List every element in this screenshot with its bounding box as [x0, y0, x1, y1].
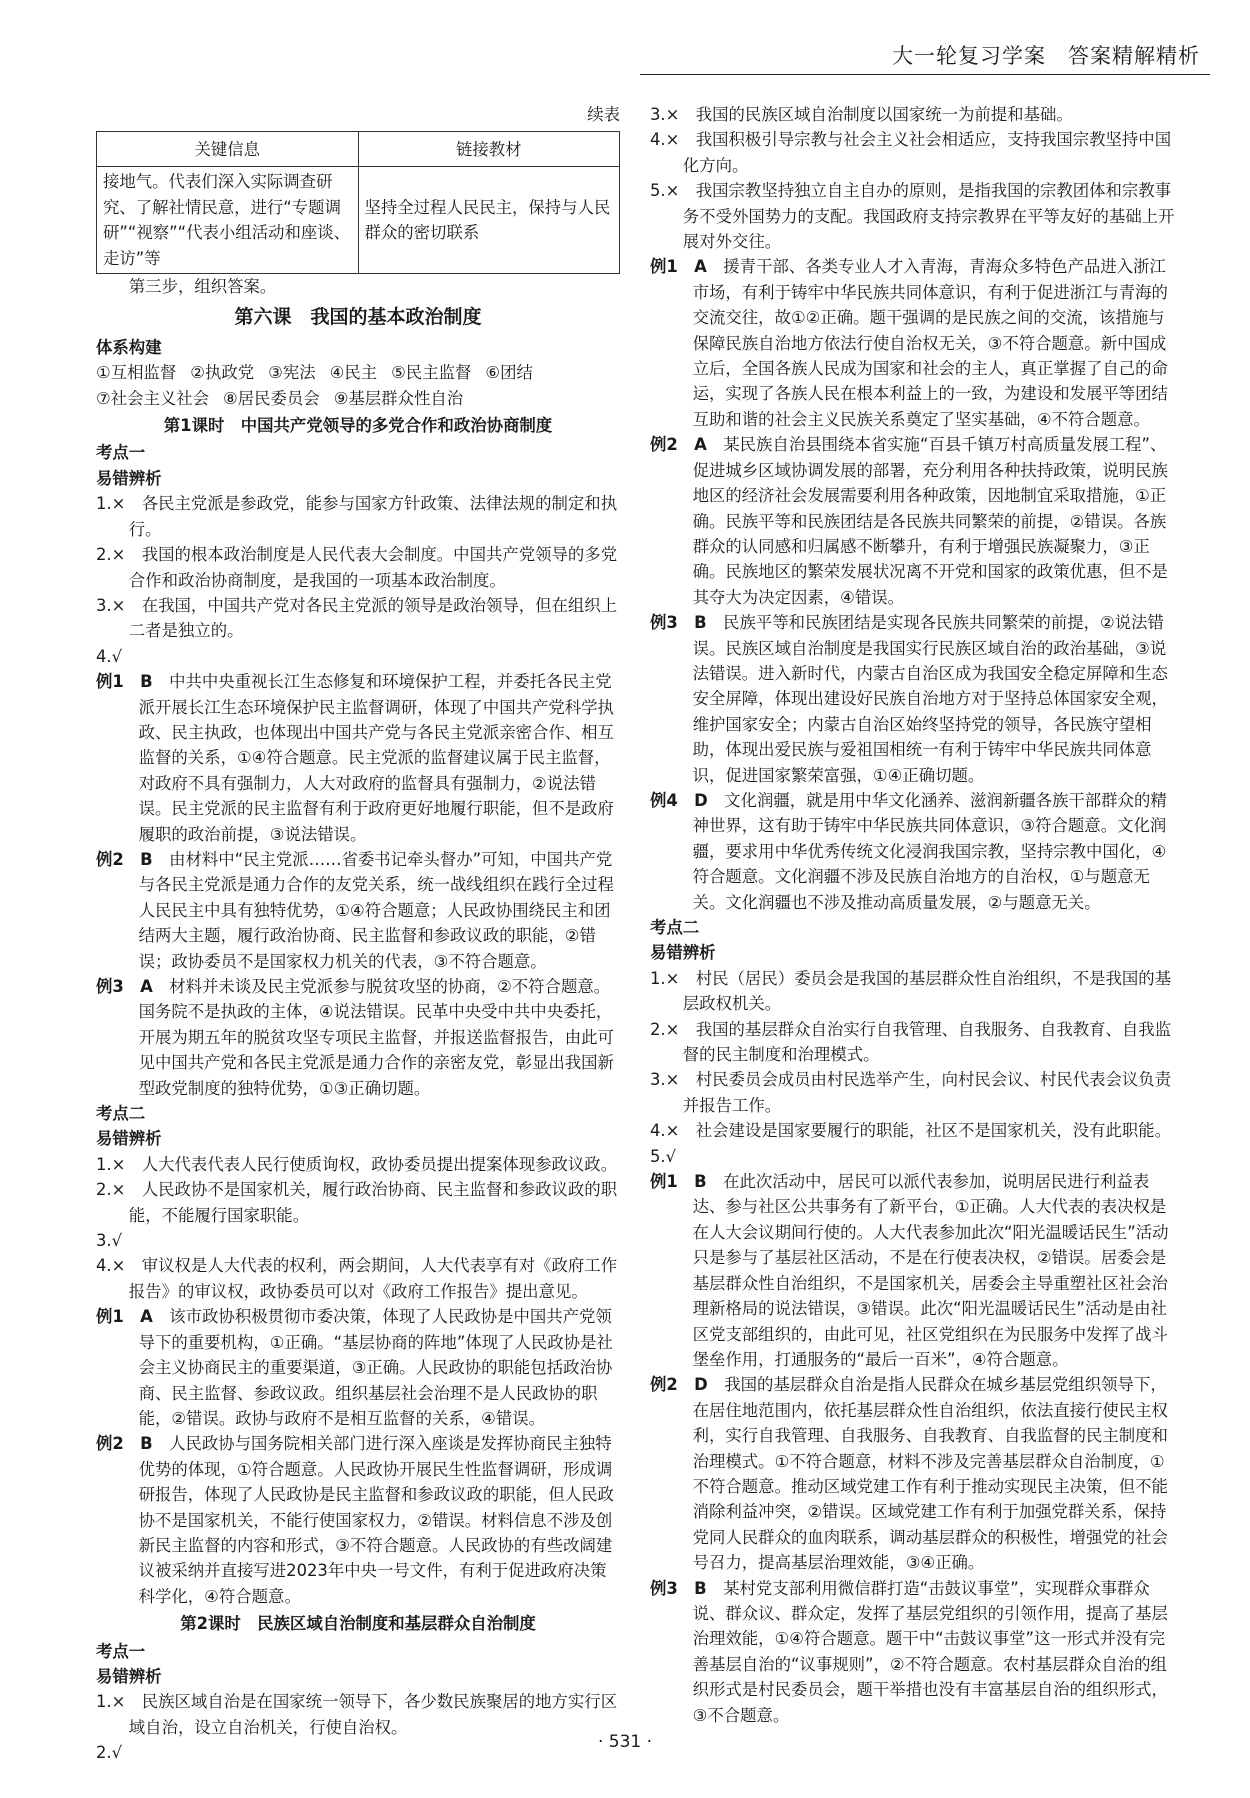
concept-item: ④民主: [329, 363, 378, 383]
answer-item: 1.× 村民（居民）委员会是我国的基层群众性自治组织，不是我国的基层政权机关。: [650, 968, 1172, 1014]
concept-list: [96, 360, 620, 411]
answer-item: 2.× 我国的基层群众自治实行自我管理、自我服务、自我教育、自我监督的民主制度和治理模式。: [650, 1019, 1172, 1065]
example-label: 例2 B: [96, 849, 153, 869]
answer-item: 1.× 各民主党派是参政党，能参与国家方针政策、法律法规的制定和执行。: [96, 494, 618, 539]
example-text: 该市政协积极贯彻市委决策，体现了人民政协是中国共产党领导下的重要机构，①正确。“基层协商的阵地”体现了人民政协是社会主义协商民主的重要渠道，③正确。人民政协的职能包括政治协商、民主监督、参政议政。组织基层社会治理不是人民政协的职能，②错误。政协与政府不是相互监督的关系，④错误。: [138, 1307, 613, 1428]
example-answer: [96, 1431, 620, 1609]
continue-label: 续表: [587, 105, 620, 124]
concept-item: ⑨基层群众性自治: [333, 388, 464, 408]
answer-item: 4.√: [96, 646, 123, 666]
kp1-heading: 考点一: [96, 443, 146, 463]
answer-item: 1.× 人大代表代表人民行使质询权，政协委员提出提案体现参政议政。: [96, 1154, 618, 1174]
table-cell-textbook-link: 坚持全过程人民民主，保持与人民群众的密切联系: [358, 167, 620, 274]
example-label: 例3 B: [650, 613, 707, 633]
info-table: [96, 131, 620, 274]
example-answer: [96, 847, 620, 974]
page-number: · 531 ·: [597, 1732, 653, 1752]
concept-item: ②执政党: [190, 363, 255, 383]
answer-item: 5.× 我国宗教坚持独立自主自办的原则，是指我国的宗教团体和宗教事务不受外国势力的支配。我国政府支持宗教界在平等友好的基础上开展对外交往。: [650, 181, 1175, 252]
answer-item: 4.× 社会建设是国家要履行的职能，社区不是国家机关，没有此职能。: [650, 1121, 1172, 1141]
concept-item: ③宪法: [268, 363, 316, 383]
answer-item: 2.× 我国的根本政治制度是人民代表大会制度。中国共产党领导的多党合作和政治协商制度，是我国的一项基本政治制度。: [96, 545, 618, 590]
lesson2-title: 第2课时 民族区域自治制度和基层群众自治制度: [180, 1614, 536, 1634]
example-answer: [96, 669, 620, 847]
header-rule: [640, 74, 1210, 75]
answer-item: 4.× 我国积极引导宗教与社会主义社会相适应，支持我国宗教坚持中国化方向。: [650, 130, 1172, 175]
example-answer: [650, 432, 1180, 610]
example-text: 民族平等和民族团结是实现各民族共同繁荣的前提，②说法错误。民族区域自治制度是我国实行民族区域自治的政治基础，③说法错误。进入新时代，内蒙古自治区成为我国安全稳定屏障和生态安全屏障，体现出建设好民族自治地方对于坚持总体国家安全观，维护国家安全；内蒙古自治区始终坚持党的领导，各民族守望相助，体现出爱民族与爱祖国相统一有利于铸牢中华民族共同体意识，促进国家繁荣富强，①④正确切题。: [692, 613, 1168, 785]
example-answer: [650, 1576, 1180, 1728]
example-label: 例2 B: [96, 1434, 153, 1454]
example-text: 文化润疆，就是用中华文化涵养、滋润新疆各族干部群众的精神世界，这有助于铸牢中华民族共同体意识，③符合题意。文化润疆，要求用中华优秀传统文化浸润我国宗教，坚持宗教中国化，④符合题意。文化润疆不涉及民族自治地方的自治权，①与题意无关。文化润疆也不涉及推动高质量发展，②与题意无关。: [692, 790, 1167, 912]
answer-item: 1.× 民族区域自治是在国家统一领导下，各少数民族聚居的地方实行区域自治，设立自治机关，行使自治权。: [96, 1692, 618, 1737]
concept-item: ⑤民主监督: [391, 363, 472, 383]
answer-item: 3.√: [96, 1231, 123, 1251]
kp2-heading: 考点二: [96, 1104, 146, 1124]
kp3-heading: 考点一: [96, 1641, 146, 1661]
answer-item: 3.× 我国的民族区域自治制度以国家统一为前提和基础。: [650, 105, 1073, 124]
header-title: 大一轮复习学案 答案精解精析: [892, 44, 1200, 68]
example-label: 例3 A: [96, 977, 153, 996]
example-text: 中共中央重视长江生态修复和环境保护工程，并委托各民主党派开展长江生态环境保护民主监督调研，体现了中国共产党科学执政、民主执政，也体现出中国共产党与各民主党派亲密合作、相互监督的关系，①④符合题意。民主党派的监督建议属于民主监督，对政府不具有强制力，人大对政府的监督具有强制力，②说法错误。民主党派的民主监督有利于政府更好地履行职能，但不是政府履职的政治前提，③说法错误。: [138, 672, 614, 844]
system-build-heading: 体系构建: [96, 337, 162, 357]
example-text: 某民族自治县围绕本省实施“百县千镇万村高质量发展工程”、促进城乡区域协调发展的部署，充分利用各种扶持政策，说明民族地区的经济社会发展需要利用各种政策，因地制宜采取措施，①正确。民族平等和民族团结是各民族共同繁荣的前提，②错误。各族群众的认同感和归属感不断攀升，有利于增强民族凝聚力，③正确。民族地区的繁荣发展状况离不开党和国家的政策优惠，但不是其夺大为决定因素，④错误。: [692, 435, 1168, 607]
concept-item: ①互相监督: [96, 363, 177, 383]
answer-item: 3.× 村民委员会成员由村民选举产生，向村民会议、村民代表会议负责并报告工作。: [650, 1070, 1172, 1115]
example-answer: [650, 1169, 1180, 1372]
example-label: 例2 D: [650, 1375, 708, 1395]
example-answer: [650, 1372, 1180, 1575]
example-label: 例1 B: [96, 672, 153, 692]
example-label: 例1 A: [650, 257, 707, 277]
answer-item: 2.× 人民政协不是国家机关，履行政治协商、民主监督和参政议政的职能，不能履行国家职能。: [96, 1180, 618, 1225]
answer-item: 2.√: [96, 1743, 123, 1763]
kp2-heading-right: 考点二: [650, 918, 700, 937]
concept-item: ⑧居民委员会: [223, 388, 320, 408]
example-answer: [96, 1304, 620, 1431]
example-text: 材料并未谈及民主党派参与脱贫攻坚的协商，②不符合题意。国务院不是执政的主体，④说法错误。民革中央受中共中央委托，开展为期五年的脱贫攻坚专项民主监督，并报送监督报告，由此可见中国共产党和各民主党派是通力合作的亲密友党，彰显出我国新型政党制度的独特优势，①③正确切题。: [138, 977, 614, 1098]
lesson1-title: 第1课时 中国共产党领导的多党合作和政治协商制度: [163, 416, 553, 436]
example-text: 我国的基层群众自治是指人民群众在城乡基层党组织领导下，在居住地范围内，依托基层群众性自治组织，依法直接行使民主权利，实行自我管理、自我服务、自我教育、自我监督的民主制度和治理模式。①不符合题意，材料不涉及完善基层群众自治制度，①不符合题意。推动区域党建工作有利于推动实现民主决策，但不能消除利益冲突，②错误。区域党建工作有利于加强党群关系，保持党同人民群众的血肉联系，调动基层群众的积极性，增强党的社会号召力，提高基层治理效能，③④正确。: [692, 1375, 1168, 1573]
example-text: 援青干部、各类专业人才入青海，青海众多特色产品进入浙江市场，有利于铸牢中华民族共同体意识，有利于促进浙江与青海的交流交往，故①②正确。题干强调的是民族之间的交流，该措施与保障民族自治地方依法行使自治权无关，③不符合题意。新中国成立后，全国各族人民成为国家和社会的主人，真正掌握了自己的命运，实现了各族人民在根本利益上的一致，为建设和发展平等团结互助和谐的社会主义民族关系奠定了坚实基础，④不符合题意。: [692, 257, 1168, 429]
concept-item: ⑥团结: [485, 363, 533, 383]
answer-item: 3.× 在我国，中国共产党对各民主党派的领导是政治领导，但在组织上二者是独立的。: [96, 595, 618, 641]
yicuo2-heading: 易错辨析: [96, 1129, 162, 1149]
example-text: 在此次活动中，居民可以派代表参加，说明居民进行利益表达、参与社区公共事务有了新平台，①正确。人大代表的表决权是在人大会议期间行使的。人大代表参加此次“阳光温暖话民生”活动只是参与了基层社区活动，不是在行使表决权，②错误。居委会是基层群众性自治组织，不是国家机关，居委会主导重塑社区社会治理新格局的说法错误，③错误。此次“阳光温暖话民生”活动是由社区党支部组织的，由此可见，社区党组织在为民服务中发挥了战斗堡垒作用，打通服务的“最后一百米”，④符合题意。: [692, 1172, 1169, 1369]
example-label: 例4 D: [650, 790, 708, 810]
table-cell-key-info: 接地气。代表们深入实际调查研究、了解社情民意，进行“专题调研”“视察”“代表小组活动和座谈、走访”等: [97, 167, 359, 274]
example-answer: [96, 974, 620, 1101]
example-answer: [650, 610, 1180, 788]
example-label: 例1 A: [96, 1307, 153, 1327]
example-answer: [650, 788, 1180, 915]
yicuo-heading-right: 易错辨析: [650, 943, 716, 963]
page-header: [0, 26, 1250, 70]
example-text: 由材料中“民主党派……省委书记牵头督办”可知，中国共产党与各民主党派是通力合作的友党关系，统一战线组织在践行全过程人民民主中具有独特优势，①④符合题意；人民政协围绕民主和团结两大主题，履行政治协商、民主监督和参政议政的职能，②错误；政协委员不是国家权力机关的代表，③不符合题意。: [138, 849, 614, 971]
yicuo3-heading: 易错辨析: [96, 1666, 162, 1686]
example-label: 例2 A: [650, 435, 707, 455]
table-header-key-info: 关键信息: [97, 132, 359, 167]
answer-item: 4.× 审议权是人大代表的权利，两会期间，人大代表享有对《政府工作报告》的审议权，政协委员可以对《政府工作报告》提出意见。: [96, 1256, 618, 1301]
answer-item: 5.√: [650, 1146, 677, 1166]
yicuo1-heading: 易错辨析: [96, 468, 162, 488]
concept-item: ⑦社会主义社会: [96, 388, 210, 408]
example-answer: [650, 254, 1180, 432]
example-label: 例3 B: [650, 1578, 707, 1598]
right-column: [650, 102, 1180, 1728]
example-text: 某村党支部利用微信群打造“击鼓议事堂”，实现群众事群众说、群众议、群众定，发挥了基层党组织的引领作用，提高了基层治理效能，①④符合题意。题干中“击鼓议事堂”这一形式并没有完善基层自治的“议事规则”，②不符合题意。农村基层群众自治的组织形式是村民委员会，题干举措也没有丰富基层自治的组织形式，③不合题意。: [692, 1578, 1168, 1725]
example-label: 例1 B: [650, 1172, 707, 1192]
step3-text: 第三步，组织答案。: [128, 277, 277, 297]
table-header-textbook-link: 链接教材: [358, 132, 620, 167]
example-text: 人民政协与国务院相关部门进行深入座谈是发挥协商民主独特优势的体现，①符合题意。人民政协开展民生性监督调研，形成调研报告，体现了人民政协是民主监督和参政议政的职能，但人民政协不是国家机关，不能行使国家权力，②错误。材料信息不涉及创新民主监督的内容和形式，③不符合题意。人民政协的有些改阔建议被采纳并直接写进2023年中央一号文件，有利于促进政府决策科学化，④符合题意。: [138, 1434, 614, 1606]
left-column: [96, 102, 620, 1766]
lesson6-title: 第六课 我国的基本政治制度: [234, 306, 482, 329]
